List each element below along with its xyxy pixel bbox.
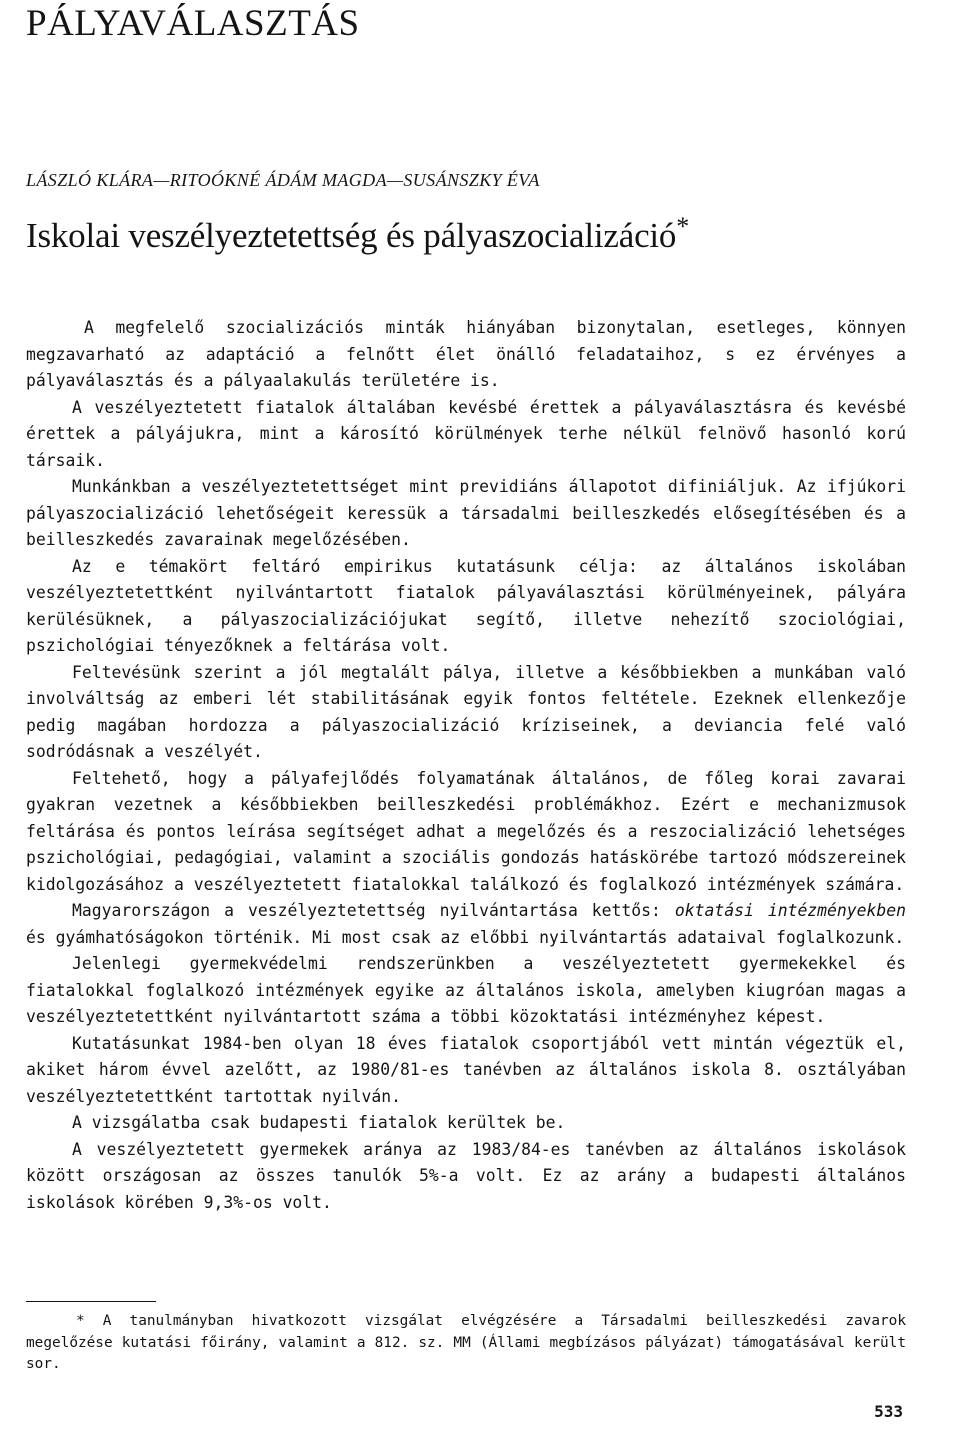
paragraph: A veszélyeztetett fiatalok általában kevésbé érettek a pályaválasztásra és kevésbé érettek a pályájukra, mint a károsító körülmények terhe nélkül felnövő hasonló korú társaik. — [26, 397, 906, 470]
article-authors: LÁSZLÓ KLÁRA—RITOÓKNÉ ÁDÁM MAGDA—SUSÁNSZKY ÉVA — [26, 170, 540, 190]
paragraph: A vizsgálatba csak budapesti fiatalok kerültek be. — [72, 1113, 566, 1132]
footnote — [26, 1311, 906, 1376]
paragraph: A veszélyeztetett gyermekek aránya az 1983/84-es tanévben az általános iskolások között országosan az összes tanulók 5%-a volt. Ez az arány a budapesti általános iskolások körében 9,3%-os volt. — [26, 1139, 906, 1212]
article-title — [26, 212, 689, 256]
footnote-mark: * — [76, 1313, 85, 1329]
footnote-text: A tanulmányban hivatkozott vizsgálat elvégzésére a Társadalmi beilleszkedési zavarok megelőzése kutatási főirány, valamint a 812. sz. MM (Állami megbízásos pályázat) támogatásával került sor. — [26, 1313, 906, 1372]
article-body — [26, 315, 906, 1216]
paragraph-text: és gyámhatóságokon történik. Mi most csak az előbbi nyilvántartás adataival foglalkozunk. — [26, 927, 905, 947]
emphasis-text: oktatási intézményekben — [674, 901, 906, 920]
page-number: 533 — [874, 1402, 903, 1421]
footnote-divider — [26, 1301, 156, 1302]
paragraph: Az e témakört feltáró empirikus kutatásunk célja: az általános iskolában veszélyeztetettként nyilvántartott fiatalok pályaválasztási körülményeinek, pályára kerülésüknek, a pályaszocializációjukat segítő, illetve nehezítő szociológiai, pszichológiai tényezőknek a feltárása volt. — [26, 556, 906, 655]
paragraph: Munkánkban a veszélyeztetettséget mint previdiáns állapotot difiniáljuk. Az ifjúkori pályaszocializáció lehetőségeit keressük a társadalmi beilleszkedés elősegítésében és a beilleszkedés zavarainak megelőzésében. — [26, 477, 906, 549]
article-title-text: Iskolai veszélyeztetettség és pályaszocializáció — [26, 216, 677, 255]
paragraph: Feltehető, hogy a pályafejlődés folyamatának általános, de főleg korai zavarai gyakran vezetnek a későbbiekben beilleszkedési problémákhoz. Ezért e mechanizmusok feltárása és pontos leírása segítséget adhat a megelőzés és a reszocializáció lehetséges pszichológiai, pedagógiai, valamint a szociális gondozás hatáskörébe tartozó módszereinek kidolgozásához a veszélyeztetett fiatalokkal találkozó és foglalkozó intézmények számára. — [26, 768, 906, 894]
paragraph: Feltevésünk szerint a jól megtalált pálya, illetve a későbbiekben a munkában való involváltság az emberi lét stabilitásának egyik fontos feltétele. Ezeknek ellenkezője pedig magában hordozza a pályaszocializáció kríziseinek, a deviancia felé való sodródásnak a veszélyét. — [26, 662, 906, 761]
paragraph-text: Magyarországon a veszélyeztetettség nyilvántartása kettős: — [72, 901, 675, 920]
paragraph: Kutatásunkat 1984-ben olyan 18 éves fiatalok csoportjából vett mintán végeztük el, akiket három évvel azelőtt, az 1980/81-es tanévben az általános iskola 8. osztályában veszélyeztetettként tartottak nyilván. — [26, 1033, 906, 1106]
section-title: PÁLYAVÁLASZTÁS — [26, 3, 360, 44]
title-footnote-mark: * — [676, 212, 690, 241]
paragraph: A megfelelő szocializációs minták hiányában bizonytalan, esetleges, könnyen megzavarható az adaptáció a felnőtt élet önálló feladataihoz, s ez érvényes a pályaválasztás és a pályaalakulás területére is. — [26, 318, 906, 390]
paragraph — [26, 898, 906, 951]
paragraph: Jelenlegi gyermekvédelmi rendszerünkben a veszélyeztetett gyermekekkel és fiatalokkal foglalkozó intézmények egyike az általános iskola, amelyben kiugróan magas a veszélyeztetettként nyilvántartott száma a többi közoktatási intézményhez képest. — [26, 954, 906, 1026]
